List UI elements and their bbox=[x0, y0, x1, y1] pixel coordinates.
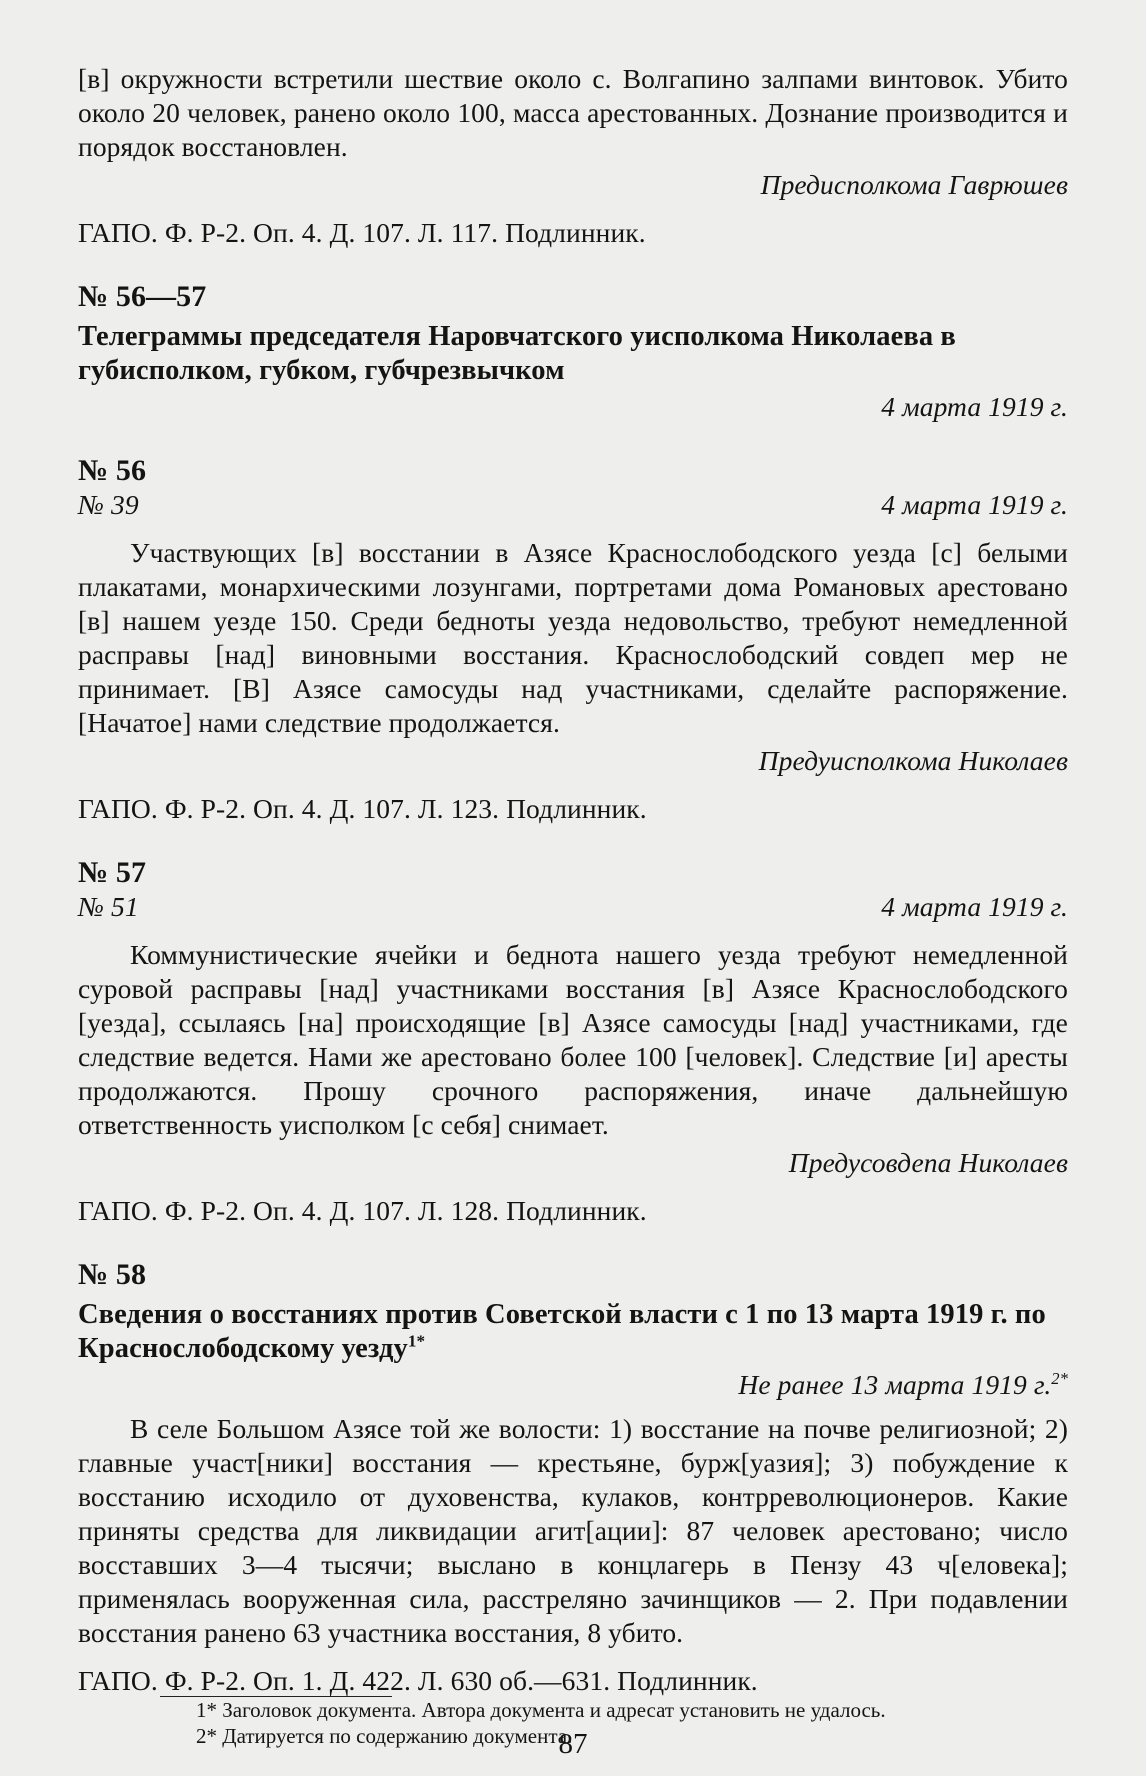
doc56-date: 4 марта 1919 г. bbox=[881, 489, 1068, 520]
doc58-title-text: Сведения о восстаниях против Советской власти с 1 по 13 марта 1919 г. по Краснослободскому уезду bbox=[78, 1299, 1046, 1364]
page-number: 87 bbox=[558, 1728, 588, 1760]
doc56-number: № 56 bbox=[78, 454, 147, 487]
group-date: 4 марта 1919 г. bbox=[881, 391, 1068, 422]
footnote-1: 1* Заголовок документа. Автора документа и адресат установить не удалось. bbox=[196, 1698, 886, 1722]
doc58-number: № 58 bbox=[78, 1258, 147, 1291]
doc57-ref-row bbox=[78, 890, 1068, 924]
intro-signature: Предисполкома Гаврюшев bbox=[760, 169, 1068, 200]
doc57-ref: № 51 bbox=[78, 891, 139, 922]
group-title: Телеграммы председателя Наровчатского уисполкома Николаева в губисполком, губком, губчрезвычком bbox=[78, 321, 956, 386]
doc56-text: Участвующих [в] восстании в Азясе Краснослободского уезда [с] белыми плакатами, монархическими лозунгами, портретами дома Романовых арестовано [в] нашем уезде 150. Среди бедноты уезда недовольство, требуют немедленной расправы [над] виновными восстания. Краснослободский совдеп мер не принимает. [В] Азясе самосуды над участниками, сделайте распоряжение. [Начатое] нами следствие продолжается. bbox=[78, 537, 1068, 738]
doc58-title bbox=[78, 1298, 1068, 1366]
doc58-date-row bbox=[78, 1368, 1068, 1402]
doc58-title-footnote-mark: 1* bbox=[407, 1331, 426, 1351]
doc56-ref-row bbox=[78, 488, 1068, 522]
intro-paragraph: [в] окружности встретили шествие около с. Волгапино залпами винтовок. Убито около 20 человек, ранено около 100, масса арестованных. Дознание производится и порядок восстановлен. bbox=[78, 63, 1068, 162]
doc57-signature: Предусовдепа Николаев bbox=[788, 1147, 1068, 1178]
doc57-text: Коммунистические ячейки и беднота нашего уезда требуют немедленной суровой расправы [над] участниками восстания [в] Азясе Краснослободского [уезда], ссылаясь [на] происходящие [в] Азясе самосуды [над] участниками, где следствие ведется. Нами же арестовано более 100 [человек]. Следствие [и] аресты продолжаются. Прошу срочного распоряжения, иначе дальнейшую ответственность уисполком [с себя] снимает. bbox=[78, 939, 1068, 1140]
intro-archive-reference: ГАПО. Ф. Р-2. Оп. 4. Д. 107. Л. 117. Подлинник. bbox=[78, 217, 646, 248]
footnote-2: 2* Датируется по содержанию документа. bbox=[196, 1724, 573, 1748]
page-content bbox=[78, 62, 1068, 1698]
doc58-date-footnote-mark: 2* bbox=[1051, 1368, 1068, 1388]
doc57-date: 4 марта 1919 г. bbox=[881, 891, 1068, 922]
doc57-number: № 57 bbox=[78, 856, 147, 889]
doc58-archive-reference: ГАПО. Ф. Р-2. Оп. 1. Д. 422. Л. 630 об.—631. Подлинник. bbox=[78, 1665, 758, 1696]
doc58-date: Не ранее 13 марта 1919 г. bbox=[738, 1369, 1052, 1400]
doc58-text: В селе Большом Азясе той же волости: 1) восстание на почве религиозной; 2) главные участ[ники] восстания — крестьяне, бурж[уазия]; 3) побуждение к восстанию исходило от духовенства, кулаков, контрреволюционеров. Какие приняты средства для ликвидации агит[ации]: 87 человек арестовано; число восставших 3—4 тысячи; выслано в концлагерь в Пензу 43 ч[еловека]; применялась вооруженная сила, расстреляно зачинщиков — 2. При подавлении восстания ранено 63 участника восстания, 8 убито. bbox=[78, 1413, 1068, 1648]
doc56-ref: № 39 bbox=[78, 489, 139, 520]
doc56-signature: Предуисполкома Николаев bbox=[758, 745, 1068, 776]
doc57-archive-reference: ГАПО. Ф. Р-2. Оп. 4. Д. 107. Л. 128. Подлинник. bbox=[78, 1195, 647, 1226]
doc56-archive-reference: ГАПО. Ф. Р-2. Оп. 4. Д. 107. Л. 123. Подлинник. bbox=[78, 793, 647, 824]
group-number: № 56—57 bbox=[78, 280, 207, 313]
